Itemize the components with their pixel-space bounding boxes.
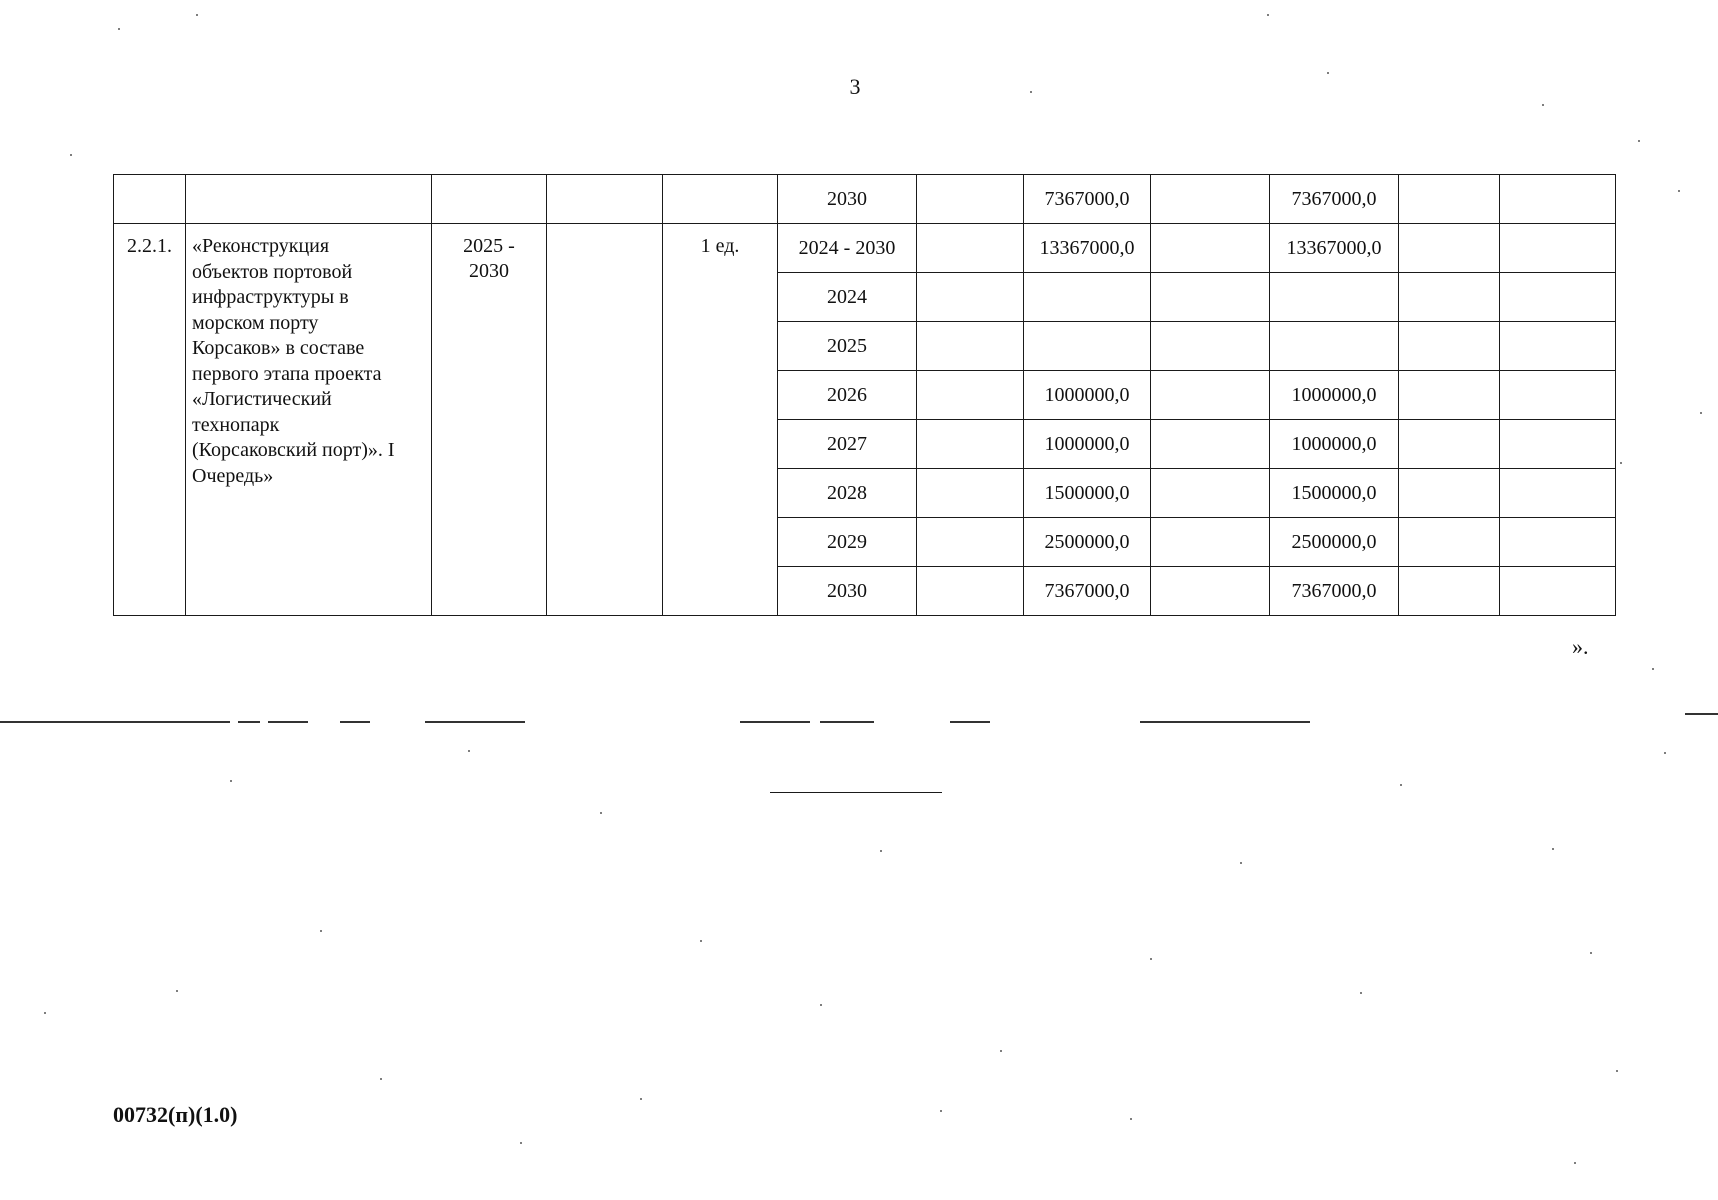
cell-empty (1151, 224, 1270, 273)
cell-year: 2026 (778, 371, 917, 420)
item-name-line: инфраструктуры в (192, 286, 349, 308)
dashed-separator (0, 721, 1718, 724)
item-name-line: технопарк (192, 413, 280, 436)
cell-empty (1500, 224, 1616, 273)
cell-regional (1270, 322, 1399, 371)
cell-empty (1500, 273, 1616, 322)
cell-empty (1399, 175, 1500, 224)
cell-regional: 1000000,0 (1270, 420, 1399, 469)
cell-empty (1151, 273, 1270, 322)
item-name-line: морском порту (192, 311, 319, 334)
center-rule (770, 792, 942, 793)
cell-empty (547, 224, 663, 616)
cell-empty (1151, 567, 1270, 616)
cell-empty (1151, 175, 1270, 224)
cell-empty (1399, 518, 1500, 567)
cell-year: 2024 (778, 273, 917, 322)
cell-empty (1399, 371, 1500, 420)
cell-empty (917, 224, 1024, 273)
period-end: 2030 (469, 260, 509, 282)
cell-empty (1500, 322, 1616, 371)
item-name-line: Корсаков» в составе (192, 337, 365, 359)
item-name-line: «Реконструкция (192, 235, 330, 257)
page-number: 3 (849, 74, 861, 99)
cell-total: 1000000,0 (1024, 420, 1151, 469)
cell-empty (917, 371, 1024, 420)
cell-year: 2024 - 2030 (778, 224, 917, 273)
cell-total: 2500000,0 (1024, 518, 1151, 567)
cell-empty (1399, 469, 1500, 518)
item-name-line: объектов портовой (192, 260, 353, 283)
cell-empty (917, 273, 1024, 322)
item-period-cell (432, 224, 547, 616)
cell-empty (1151, 420, 1270, 469)
budget-table (113, 174, 1616, 616)
cell-empty (1399, 420, 1500, 469)
item-name-line: первого этапа проекта (192, 362, 382, 385)
cell-regional: 1000000,0 (1270, 371, 1399, 420)
item-number-cell: 2.2.1. (114, 224, 186, 616)
cell-total (1024, 273, 1151, 322)
cell-total: 7367000,0 (1024, 175, 1151, 224)
cell-empty (917, 420, 1024, 469)
cell-year: 2028 (778, 469, 917, 518)
cell-total: 1500000,0 (1024, 469, 1151, 518)
cell-empty (663, 175, 778, 224)
cell-year: 2030 (778, 567, 917, 616)
cell-year: 2030 (778, 175, 917, 224)
cell-empty (1399, 322, 1500, 371)
cell-empty (1500, 518, 1616, 567)
period-start: 2025 - (463, 235, 515, 257)
cell-empty (1500, 175, 1616, 224)
cell-regional (1270, 273, 1399, 322)
cell-total: 13367000,0 (1024, 224, 1151, 273)
cell-empty (1151, 469, 1270, 518)
cell-regional: 13367000,0 (1270, 224, 1399, 273)
cell-regional: 1500000,0 (1270, 469, 1399, 518)
cell-total: 7367000,0 (1024, 567, 1151, 616)
cell-empty (547, 175, 663, 224)
cell-empty (1500, 420, 1616, 469)
cell-empty (1151, 371, 1270, 420)
cell-year: 2029 (778, 518, 917, 567)
cell-empty (1500, 469, 1616, 518)
cell-empty (1399, 567, 1500, 616)
cell-regional: 7367000,0 (1270, 567, 1399, 616)
item-capacity-cell: 1 ед. (663, 224, 778, 616)
cell-empty (917, 469, 1024, 518)
cell-regional: 7367000,0 (1270, 175, 1399, 224)
cell-empty (917, 322, 1024, 371)
cell-empty (1399, 224, 1500, 273)
cell-total: 1000000,0 (1024, 371, 1151, 420)
item-name-line: «Логистический (192, 388, 332, 410)
cell-total (1024, 322, 1151, 371)
item-name-line: Очередь» (192, 464, 274, 487)
item-name-line: (Корсаковский порт)». I (192, 439, 395, 461)
table-row (114, 224, 1616, 273)
cell-empty (186, 175, 432, 224)
cell-empty (432, 175, 547, 224)
cell-empty (917, 518, 1024, 567)
cell-year: 2025 (778, 322, 917, 371)
cell-empty (1151, 518, 1270, 567)
cell-empty (1500, 567, 1616, 616)
cell-regional: 2500000,0 (1270, 518, 1399, 567)
cell-empty (1399, 273, 1500, 322)
cell-year: 2027 (778, 420, 917, 469)
cell-empty (1500, 371, 1616, 420)
table-row-continued (114, 175, 1616, 224)
closing-quote: ». (1572, 634, 1589, 659)
cell-empty (917, 175, 1024, 224)
item-name-cell (186, 224, 432, 616)
document-code: 00732(п)(1.0) (113, 1102, 238, 1127)
cell-empty (917, 567, 1024, 616)
cell-empty (114, 175, 186, 224)
cell-empty (1151, 322, 1270, 371)
